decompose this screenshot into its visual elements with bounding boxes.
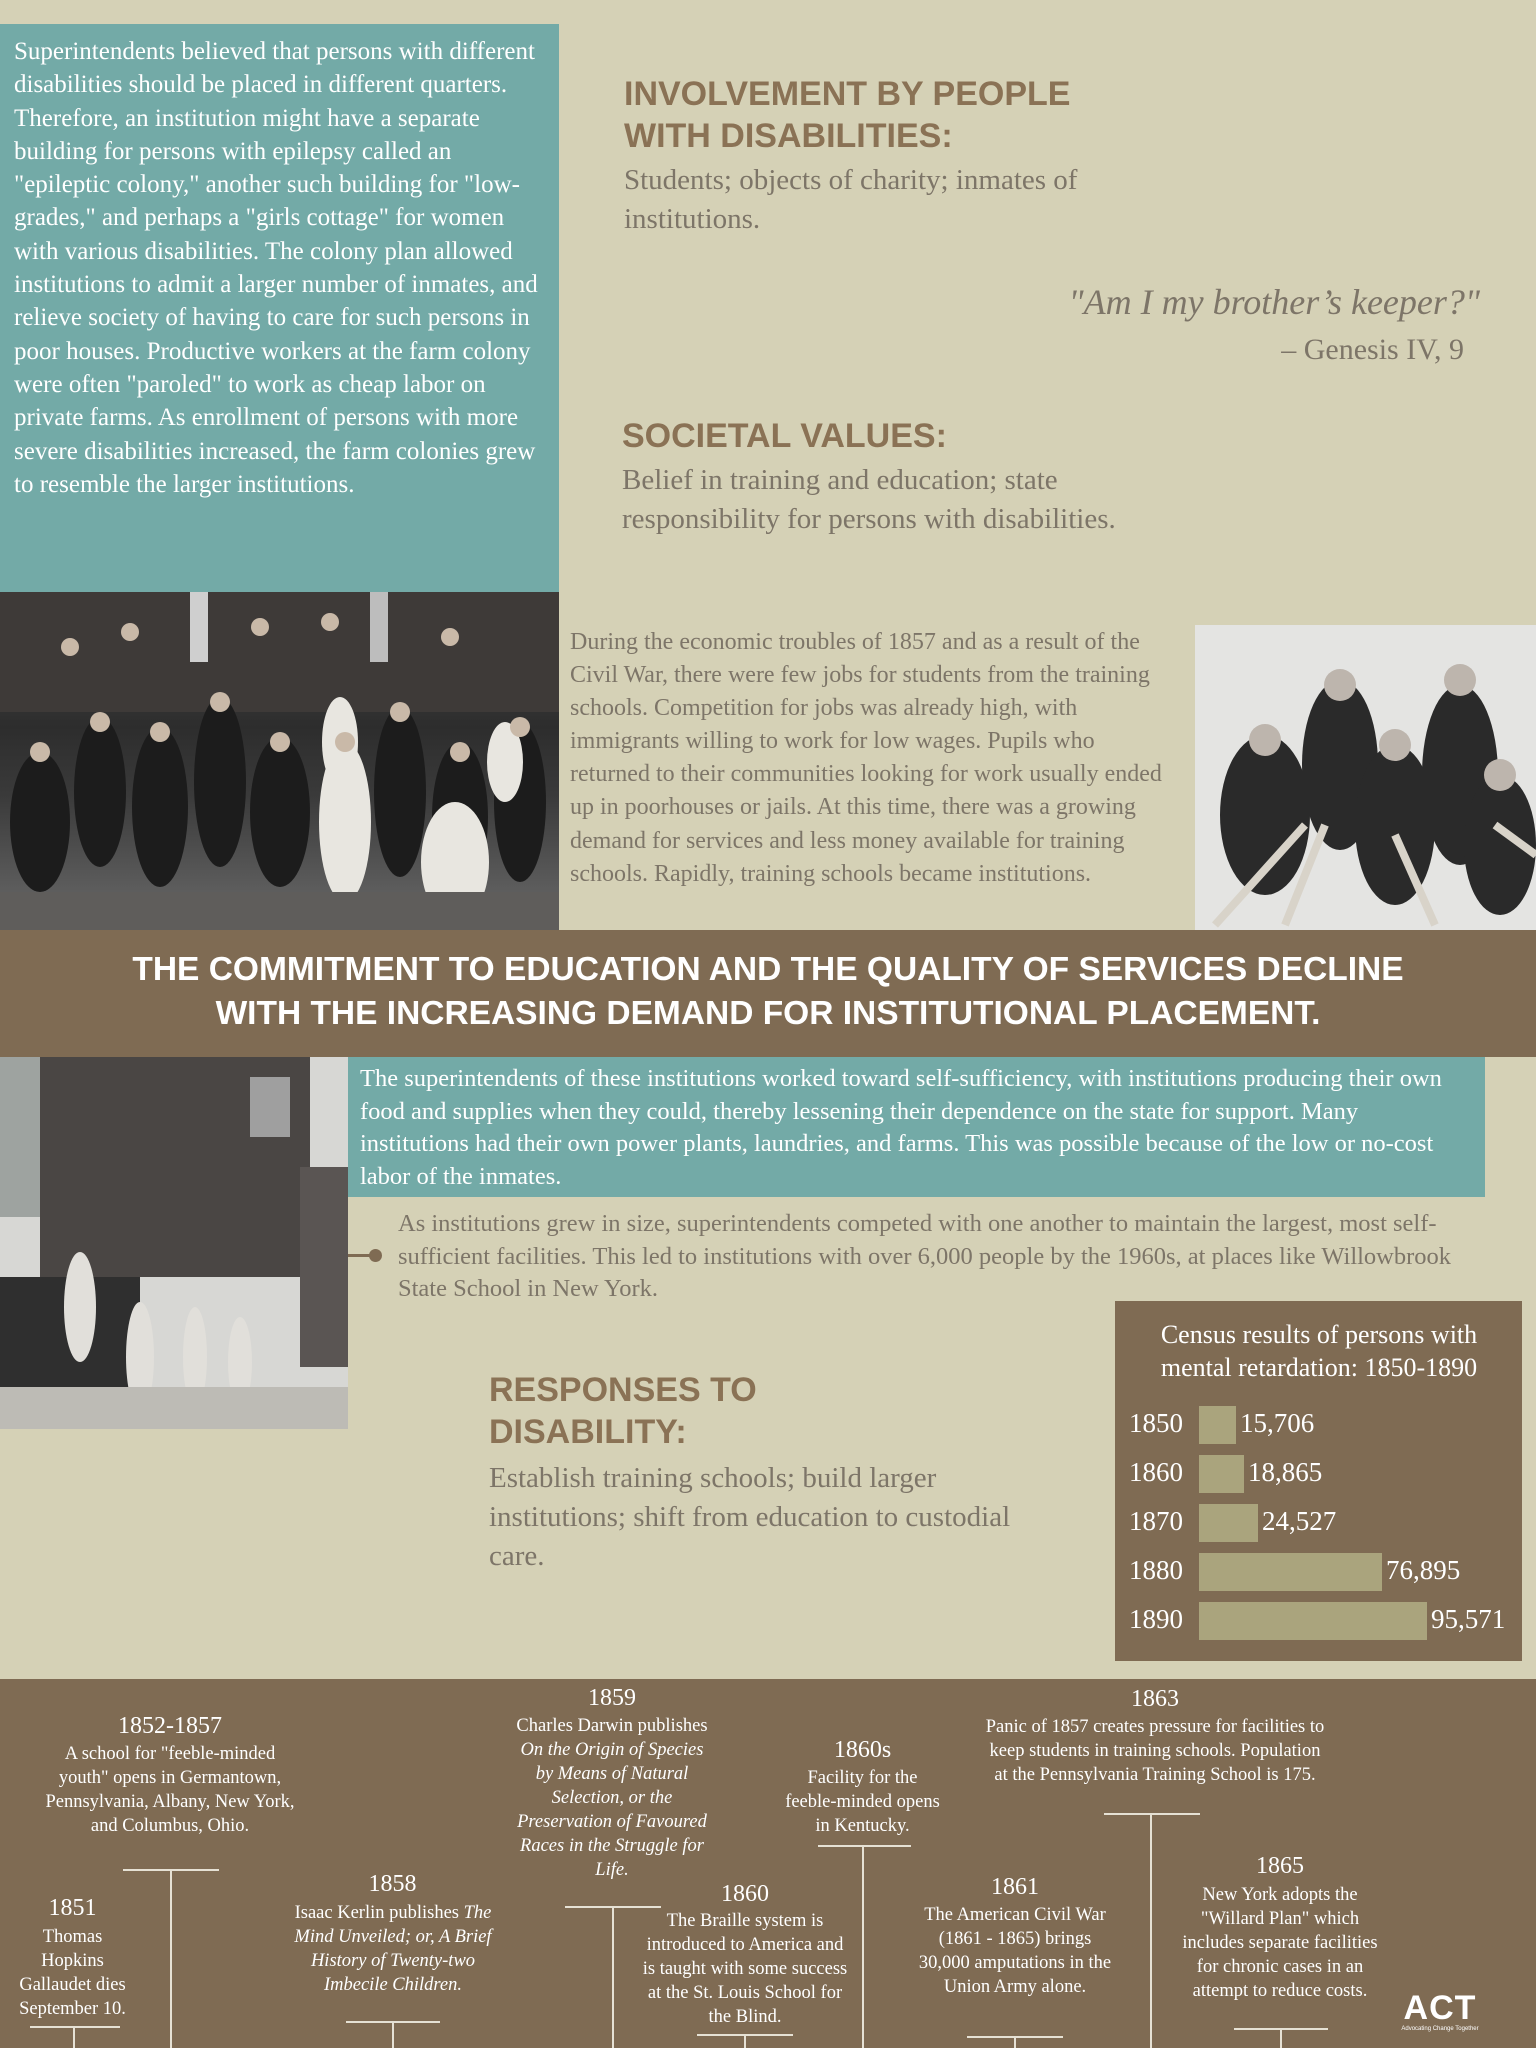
tl-1863-hline <box>1104 1813 1200 1815</box>
tl-1865-vline <box>1280 2028 1282 2048</box>
chart-value-label: 76,895 <box>1386 1555 1461 1585</box>
tl-1858-vline <box>392 2021 394 2048</box>
tl-1865-text: New York adopts the "Willard Plan" which includes separate facilities for chronic cases in an attempt to reduce costs. <box>1182 1885 1378 2001</box>
chart-bar <box>1199 1602 1427 1640</box>
chart-bar <box>1199 1553 1382 1591</box>
tl-1863-year: 1863 <box>1131 1686 1179 1712</box>
involvement-heading-line2: WITH DISABILITIES: <box>624 117 953 155</box>
tl-1860-year: 1860 <box>721 1881 769 1907</box>
act-logo-tagline: Advocating Change Together <box>1401 2026 1479 2032</box>
tl-1860s-year: 1860s <box>833 1737 892 1763</box>
quote-source: – Genesis IV, 9 <box>1281 333 1464 366</box>
veterans-photo <box>1195 625 1536 930</box>
chart-bar <box>1199 1504 1258 1542</box>
tl-1851-hline <box>30 2026 120 2028</box>
chart-title: Census results of persons with mental retardation: 1850-1890 <box>1160 1320 1478 1382</box>
tl-1861-year: 1861 <box>991 1874 1039 1900</box>
tl-1859-text <box>512 1714 712 1882</box>
chart-category-label: 1860 <box>1129 1457 1183 1487</box>
involvement-text: Students; objects of charity; inmates of institutions. <box>624 164 1078 235</box>
responses-heading-line1: RESPONSES TO <box>489 1371 757 1409</box>
tl-1858-year: 1858 <box>368 1871 417 1897</box>
tl-1859-text-italic: On the Origin of Species by Means of Natural Selection, or the Preservation of Favoured Races in the Struggle for Life. <box>517 1740 707 1880</box>
economic-text: During the economic troubles of 1857 and as a result of the Civil War, there were few jobs for students from the training schools. Competition for jobs was already high, with immigrants willing to work for low wages. Pupils who returned to their communities looking for work usually ended up in poorhouses or jails. At this time, there was a growing demand for services and less money available for training schools. Rapidly, training schools became institutions. <box>570 629 1162 887</box>
colony-text: Superintendents believed that persons with different disabilities should be placed in different quarters. Therefore, an institution might have a separate building for persons with epilepsy called an "epileptic colony," another such building for "low-grades," and perhaps a "girls cottage" for women with various disabilities. The colony plan allowed institutions to admit a larger number of inmates, and relieve society of having to care for such persons in poor houses. Productive workers at the farm colony were often "paroled" to work as cheap labor on private farms. As enrollment of persons with more severe disabilities increased, the farm colonies grew to resemble the larger institutions. <box>14 38 538 498</box>
involvement-heading-line1: INVOLVEMENT BY PEOPLE <box>624 75 1071 113</box>
chart-category-label: 1880 <box>1129 1555 1183 1585</box>
tl-1858-text-italic: The Mind Unveiled; or, A Brief History of Twenty-two Imbecile Children. <box>294 1903 492 1995</box>
group-photo-figures <box>0 592 559 930</box>
workers-photo <box>0 1057 348 1429</box>
workers-photo-figures <box>0 1057 348 1429</box>
group-photo <box>0 592 559 930</box>
responses-heading-line2: DISABILITY: <box>489 1413 687 1451</box>
tl-1851-text: Thomas Hopkins Gallaudet dies September 10. <box>19 1927 126 2019</box>
tl-1851-year: 1851 <box>48 1895 97 1921</box>
tl-1852-year: 1852-1857 <box>118 1713 222 1739</box>
chart-category-label: 1850 <box>1129 1408 1183 1438</box>
chart-value-label: 95,571 <box>1431 1604 1506 1634</box>
tl-1858-text <box>278 1901 508 1997</box>
chart-bar-row <box>1129 1406 1519 1444</box>
chart-category-label: 1890 <box>1129 1604 1183 1634</box>
tl-1861-vline <box>1014 2036 1016 2048</box>
quote-text: "Am I my brother’s keeper?" <box>1068 282 1480 322</box>
responses-text: Establish training schools; build larger institutions; shift from education to custodial care. <box>489 1462 1011 1572</box>
tl-1860-text: The Braille system is introduced to America and is taught with some success at the St. Louis School for the Blind. <box>642 1911 848 2027</box>
chart-value-label: 15,706 <box>1240 1408 1315 1438</box>
tl-1859-year: 1859 <box>588 1685 636 1711</box>
growth-text: As institutions grew in size, superintendents competed with one another to maintain the largest, most self-sufficient facilities. This led to institutions with over 6,000 people by the 1960s, at places like Willowbrook State School in New York. <box>398 1210 1452 1302</box>
act-logo-name: ACT <box>1403 1989 1477 2027</box>
census-chart <box>1115 1301 1522 1661</box>
chart-bar-row <box>1129 1553 1519 1591</box>
tl-1865-year: 1865 <box>1256 1853 1304 1879</box>
connector-dot <box>369 1249 382 1262</box>
societal-values-heading: SOCIETAL VALUES: <box>622 417 947 455</box>
chart-category-label: 1870 <box>1129 1506 1183 1536</box>
chart-bar <box>1199 1406 1236 1444</box>
tl-1851-vline <box>73 2026 75 2048</box>
tl-1858-text-plain: Isaac Kerlin publishes <box>294 1903 460 1923</box>
tl-1860s-vline <box>862 1845 864 2048</box>
chart-bar-row <box>1129 1504 1519 1542</box>
veterans-photo-figures <box>1195 625 1536 930</box>
involvement-heading <box>624 73 1224 157</box>
tl-1852-vline <box>170 1869 172 2048</box>
tl-1859-text-plain: Charles Darwin publishes <box>516 1716 708 1736</box>
chart-bar <box>1199 1455 1244 1493</box>
colony-text-block <box>0 24 559 592</box>
chart-value-label: 18,865 <box>1248 1457 1323 1487</box>
chart-bar-row <box>1129 1455 1519 1493</box>
tl-1859-vline <box>612 1906 614 2048</box>
timeline-panel <box>0 1679 1536 2048</box>
tl-1863-text: Panic of 1857 creates pressure for facilities to keep students in training schools. Population at the Pennsylvania Training School is 175. <box>985 1717 1325 1785</box>
tl-1863-vline <box>1150 1813 1152 2048</box>
act-logo <box>1395 1991 1485 2033</box>
tl-1860s-hline <box>818 1845 911 1847</box>
chart-value-label: 24,527 <box>1262 1506 1337 1536</box>
banner-line1: THE COMMITMENT TO EDUCATION AND THE QUALITY OF SERVICES DECLINE <box>132 951 1404 988</box>
societal-values-text: Belief in training and education; state responsibility for persons with disabilities. <box>622 464 1116 535</box>
tl-1852-text: A school for "feeble-minded youth" opens in Germantown, Pennsylvania, Albany, New York, and Columbus, Ohio. <box>45 1744 295 1836</box>
self-sufficiency-text: The superintendents of these institutions worked toward self-sufficiency, with institutions producing their own food and supplies when they could, thereby lessening their dependence on the state for support. Many institutions had their own power plants, laundries, and farms. This was possible because of the low or no-cost labor of the inmates. <box>360 1065 1442 1190</box>
banner-line2: WITH THE INCREASING DEMAND FOR INSTITUTIONAL PLACEMENT. <box>215 995 1321 1032</box>
tl-1860s-text: Facility for the feeble-minded opens in Kentucky. <box>785 1768 940 1836</box>
tl-1860-vline <box>744 2034 746 2048</box>
tl-1861-text: The American Civil War (1861 - 1865) brings 30,000 amputations in the Union Army alone. <box>918 1905 1112 1997</box>
chart-bar-row <box>1129 1602 1519 1640</box>
responses-heading <box>489 1369 989 1453</box>
self-sufficiency-block <box>348 1057 1485 1197</box>
main-banner <box>0 930 1536 1057</box>
